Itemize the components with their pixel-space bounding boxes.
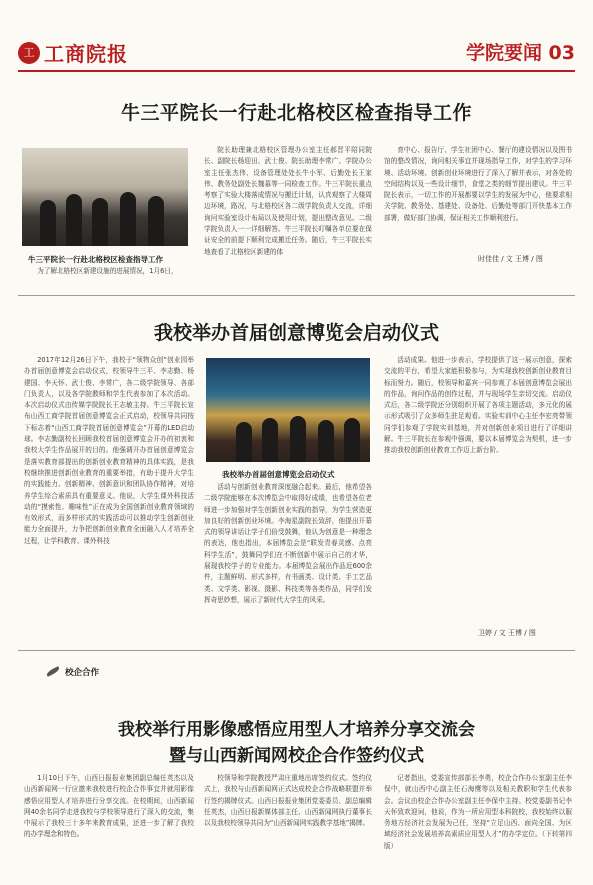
section-tag [46, 666, 99, 678]
article1-photo-caption: 牛三平院长一行赴北格校区检查指导工作 [28, 255, 163, 264]
page-section-title: 学院要闻 03 [465, 42, 575, 64]
article3-column-1: 1月10日下午，山西日报报业集团副总编任英杰以及山西新闻网一行应邀来我校进行校企合作事宜并就用影像感悟应用型人才培养进行分享交流。在校期间，山西新闻网40余名同学走进我校与学校领导进行了深入的交流，集中展示了我校三十多年来教育成果，还进一步了解了我校的办学理念和特色。 [24, 774, 194, 839]
article2-byline: 卫婷 / 文 王博 / 图 [478, 629, 536, 637]
paper-logo [18, 38, 128, 67]
article1-byline: 时佳佳 / 文 王博 / 图 [478, 255, 543, 263]
section-divider [18, 650, 575, 651]
masthead-rule [18, 70, 575, 72]
masthead [18, 32, 575, 72]
article2-column-1: 2017年12月26日下午，我校于“领物众创”创业园举办首届创意博览会启动仪式，校领导牛三平、李志勤、杨建国、李天怀、武士俊、李常广，各二级学院领导、各部门负责人，以及各学院教师和学生代表参加了本次活动。本次启动仪式由传媒学院院长王志敏主持。牛三平院长宣布山西工商学院首届创意博览会正式启动，校领导共同按下标志着“山西工商学院首届创意博览会”开幕的LED启动球。李志勤副校长回顾我校首届创意博览会开办的初衷和我校大学生作品展开的目的。他强调开办首届创意博览会是落实教育部提出的创新创业教育精神的具体实践，是我校继续推进创新创业教育的重要举措，有助于提升大学生的实践能力、创新精神、创新意识和团队协作精神，对培养学生综合素质具有重要意义。他说，大学生课外科技活动的“摸索性、趣味性”正在成为全国创新创业教育领域的有效形式，而多样形式的实践活动可以推动学生创新创业能力全面提升，力争把创新创业教育全面融入人才培养全过程，让学科教育、课外科技 [24, 356, 194, 545]
article2-photo-caption: 我校举办首届创意博览会启动仪式 [222, 470, 335, 479]
article2-headline: 我校举办首届创意博览会启动仪式 [153, 322, 439, 344]
article1-lead: 为了解北格校区新建设施的进展情况，1月6日， [37, 267, 178, 275]
article2-column-2: 活动与创新创业教育深度融合起来。最后，他希望各二级学院能够在本次博览会中取得好成绩，也希望各位老师进一步加强对学生创新创业实践的指导，为学生营造更加良好的创新创业环境。李海星副院长致辞，他提出开幕式的领导讲话让学子们倍受鼓舞，他认为创意是一种理念的表达，他也指出，本届博览会是“联发青春灵感、点亮科学生活”，鼓舞同学们在不断创新中展示自己的才华，展现我校学子的专业能力。本届博览会展出作品近600余件，主题鲜明、形式多样，有书画类、设计类、手工艺品类、文学类、影视、摄影、科技类等各类作品，同学们发挥奇思妙想，展示了新时代大学生的风采。 [204, 483, 372, 604]
feather-icon [46, 667, 60, 677]
section-tag-label: 校企合作 [65, 668, 100, 678]
article2-column-3: 活动成果。他进一步表示，学校提供了这一展示创意，探索交流的平台，希望大家能积极参与，为实现我校创新创业教育目标而努力。随后，校领导和嘉宾一同参观了本届创意博览会展出的作品，询问作品的创作过程，并与现场学生亲切交流。启动仪式后，各二级学院还分别组织开展了各项主题活动，多元化的展示形式吸引了众多师生驻足观看。实验实训中心主任李宏亮带领同学们参观了学院实训基地，并对创新创业项目进行了详细讲解。牛三平院长在参观中强调，要以本届博览会为契机，进一步推动我校创新创业教育工作迈上新台阶。 [384, 356, 572, 455]
logo-seal: 工 [18, 42, 40, 64]
article3-column-3: 记者指出，党委宣传部部长李勇，校企合作办公室副主任李保中，就山西中心副主任石海鹰等以及相关教职和学生代表参会。会议由校企合作办公室副主任李保中主持。校党委副书记李天怀致欢迎词，他说，作为一所应用型本科院校，我校始终以服务地方经济社会发展为己任，坚持“立足山西、面向全国、为区域经济社会发展培养高素质应用型人才”的办学定位。（下转第四版） [384, 774, 572, 850]
article3-headline-line2: 暨与山西新闻网校企合作签约仪式 [169, 746, 424, 766]
article1-headline: 牛三平院长一行赴北格校区检查指导工作 [120, 102, 472, 124]
article3-column-2: 校领导和学院教授严肃庄重地出席签约仪式。签约仪式上，我校与山西新闻网正式达成校企合作战略联盟并举行签约揭牌仪式。山西日报报业集团党委委员、副总编辑任英杰，山西日报新媒体部主任、山西新闻网执行董事长以及我校校领导共同为“山西新闻网实践教学基地”揭牌。 [204, 774, 372, 828]
article1-column-3: 育中心、报告厅、学生社团中心、餐厅的建设情况以及图书馆的整改情况，询问相关事宜并现场指导工作，对学生的学习环境、活动环境、创新创业环境进行了深入了解并表示，对各处的空间结构以及一些设计细节，食堂之类的细节提出建议。牛三平院长表示，一切工作的开展都要以学生的发展为中心，他要求相关学院、教务处、基建处、设备处、后勤处等部门开快基本工作部署，做好部门协调，保证相关工作顺利进行。 [384, 146, 572, 222]
article2-photo [206, 358, 370, 462]
section-divider [18, 295, 575, 296]
paper-name: 工商院报 [44, 42, 128, 66]
article3-headline-line1: 我校举行用影像感悟应用型人才培养分享交流会 [118, 720, 475, 740]
article1-column-2: 院长助理兼北格校区管理办公室主任郝晋平陪同院长、副院长杨迎田、武士俊、院长助理李常广、学院办公室主任张杰伟、设备管理处处长牛小军、后勤处长王家伟、教务处副处长魏慕等一同检查工作。牛三平院长重点考察了实验大楼落成情况与搬迁计划，认真观察了大楼周边环境，路况，与北格校区各二级学院负责人交流，详细询问实验室设计布局以及使用计划，提出整改意见。二级学院负责人一一详细解答。牛三平院长叮嘱各单位要在保证安全的前提下顺利完成搬迁任务。随后，牛三平院长实地查看了北格校区新建的体 [204, 146, 372, 256]
article1-photo [22, 148, 188, 246]
